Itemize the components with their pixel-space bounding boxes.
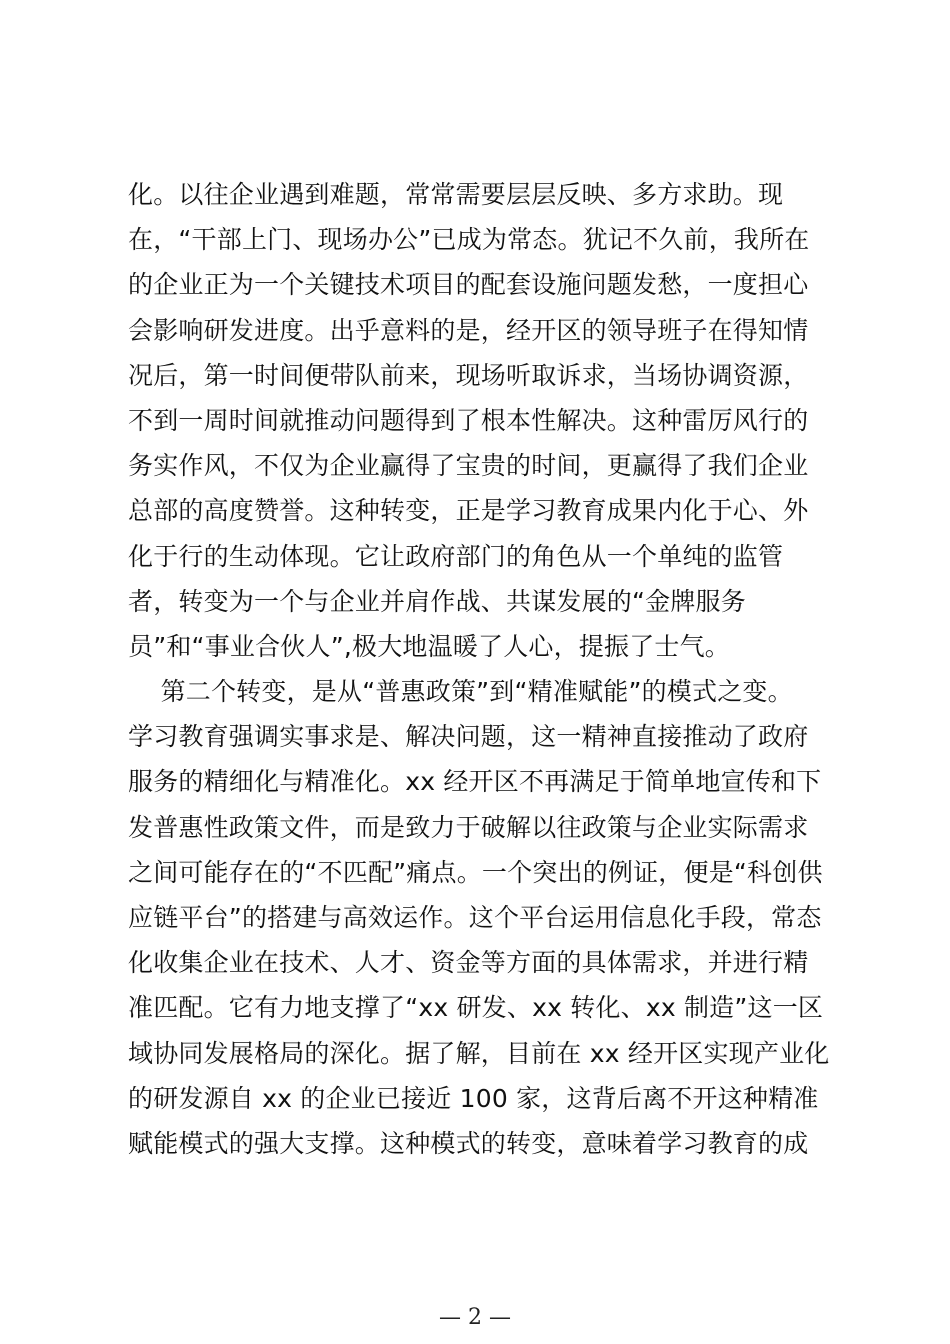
text-line: 准匹配。它有力地支撑了“xx 研发、xx 转化、xx 制造”这一区 (128, 993, 824, 1023)
text-line: 化。以往企业遇到难题，常常需要层层反映、多方求助。现 (128, 180, 784, 209)
text-line: 之间可能存在的“不匹配”痛点。一个突出的例证，便是“科创供 (128, 857, 823, 887)
paragraph-start-line: 第二个转变，是从“普惠政策”到“精准赋能”的模式之变。 (128, 677, 793, 707)
body-text (128, 172, 828, 1166)
text-line: 的研发源自 xx 的企业已接近 100 家，这背后离不开这种精准 (128, 1083, 819, 1113)
text-line: 赋能模式的强大支撑。这种模式的转变，意味着学习教育的成 (128, 1128, 809, 1158)
text-line: 应链平台”的搭建与高效运作。这个平台运用信息化手段，常态 (128, 903, 822, 932)
page-number: — 2 — (439, 1305, 511, 1330)
text-line: 会影响研发进度。出乎意料的是，经开区的领导班子在得知情 (128, 315, 809, 345)
text-line: 发普惠性政策文件，而是致力于破解以往政策与企业实际需求 (128, 812, 809, 842)
text-line: 化收集企业在技术、人才、资金等方面的具体需求，并进行精 (128, 948, 809, 978)
text-line: 总部的高度赞誉。这种转变，正是学习教育成果内化于心、外 (128, 496, 809, 526)
text-line: 服务的精细化与精准化。xx 经开区不再满足于简单地宣传和下 (128, 767, 822, 797)
text-line: 者，转变为一个与企业并肩作战、共谋发展的“金牌服务 (128, 586, 746, 616)
text-line: 况后，第一时间便带队前来，现场听取诉求，当场协调资源， (128, 360, 809, 390)
text-line: 的企业正为一个关键技术项目的配套设施问题发愁，一度担心 (128, 270, 809, 300)
text-line: 化于行的生动体现。它让政府部门的角色从一个单纯的监管 (128, 541, 784, 571)
text-line: 员”和“事业合伙人”,极大地温暖了人心，提振了士气。 (128, 631, 731, 661)
text-line: 学习教育强调实事求是、解决问题，这一精神直接推动了政府 (128, 722, 809, 752)
text-line: 在，“干部上门、现场办公”已成为常态。犹记不久前，我所在 (128, 225, 810, 255)
text-line: 域协同发展格局的深化。据了解，目前在 xx 经开区实现产业化 (128, 1038, 830, 1068)
text-line: 不到一周时间就推动问题得到了根本性解决。这种雷厉风行的 (128, 405, 809, 435)
text-line: 务实作风，不仅为企业赢得了宝贵的时间，更赢得了我们企业 (128, 451, 809, 481)
